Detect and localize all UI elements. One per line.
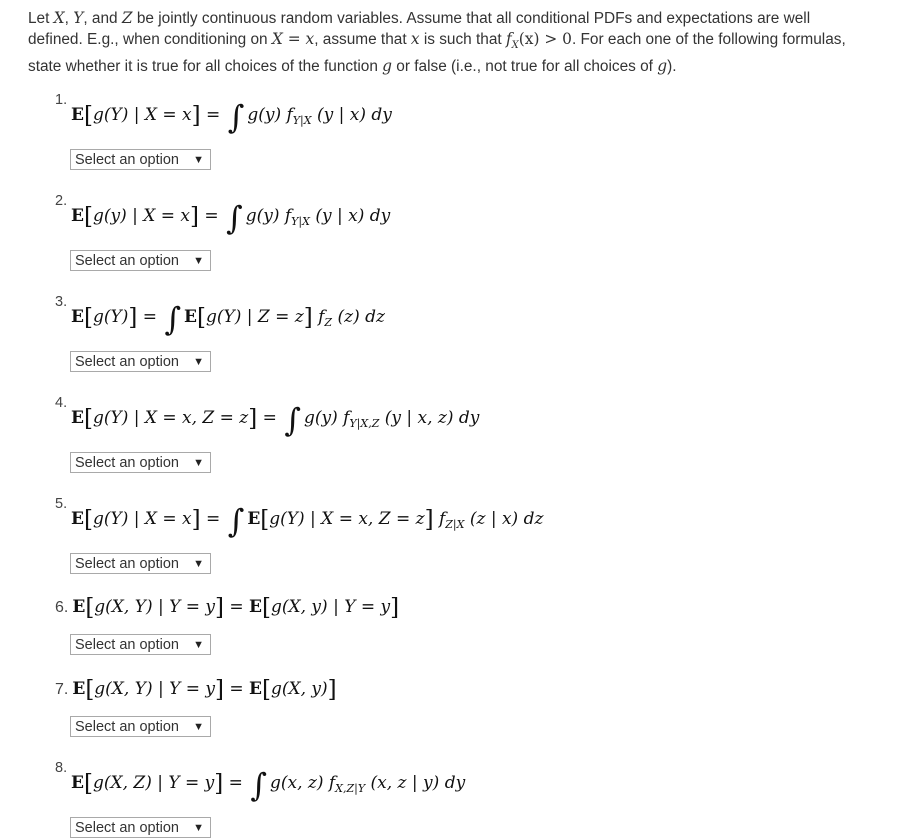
formula: E[g(Y) | X = x] = ∫ E[g(Y) | X = x, Z = z] $f_{Z|X}$ (z | x) dz <box>71 502 544 540</box>
formula: E[g(Y)] = ∫ E[g(Y) | Z = z] $f_Z$ (z) dz <box>71 300 385 338</box>
answer-select[interactable]: Select an option ▼ <box>70 250 211 271</box>
question-number: 7. <box>55 681 69 698</box>
chevron-down-icon: ▼ <box>193 355 204 368</box>
answer-select[interactable]: Select an option ▼ <box>70 149 211 170</box>
question-number: 5. <box>55 496 68 512</box>
problem-statement: Let X, Y, and Z be jointly continuous random variables. Assume that all conditional PDFs and expectations are well defined. E.g., when conditioning on X = x, assume that x is such that $f_X(x) > 0$. For each one of the following formulas, state whether it is true for all choices of the function g or false (i.e., not true for all choices of g). <box>28 9 846 76</box>
answer-select[interactable]: Select an option ▼ <box>70 634 211 655</box>
formula: E[g(Y) | X = x] = ∫ g(y) $f_{Y|X}$ (y | x) dy <box>71 98 392 136</box>
answer-select[interactable]: Select an option ▼ <box>70 553 211 574</box>
answer-select[interactable]: Select an option ▼ <box>70 716 211 737</box>
question-number: 4. <box>55 395 68 411</box>
answer-select[interactable]: Select an option ▼ <box>70 817 211 838</box>
formula: E[g(Y) | X = x, Z = z] = ∫ g(y) $f_{Y|X,Z}$ (y | x, z) dy <box>71 401 480 439</box>
question-number: 8. <box>55 760 68 776</box>
answer-select[interactable]: Select an option ▼ <box>70 452 211 473</box>
formula: E[g(X, Z) | Y = y] = ∫ g(x, z) $f_{X,Z|Y}$ (x, z | y) dy <box>71 766 466 804</box>
question-number: 2. <box>55 193 68 209</box>
chevron-down-icon: ▼ <box>193 557 204 570</box>
chevron-down-icon: ▼ <box>193 638 204 651</box>
answer-select[interactable]: Select an option ▼ <box>70 351 211 372</box>
chevron-down-icon: ▼ <box>193 456 204 469</box>
chevron-down-icon: ▼ <box>193 254 204 267</box>
formula: E[g(y) | X = x] = ∫ g(y) $f_{Y|X}$ (y | x) dy <box>71 199 391 237</box>
formula: 6. E[g(X, Y) | Y = y] = E[g(X, y) | Y = y] <box>55 595 400 621</box>
formula: 7. E[g(X, Y) | Y = y] = E[g(X, y)] <box>55 677 337 703</box>
question-number: 3. <box>55 294 68 310</box>
chevron-down-icon: ▼ <box>193 821 204 834</box>
question-number: 1. <box>55 92 68 108</box>
question-number: 6. <box>55 599 69 616</box>
chevron-down-icon: ▼ <box>193 720 204 733</box>
chevron-down-icon: ▼ <box>193 153 204 166</box>
